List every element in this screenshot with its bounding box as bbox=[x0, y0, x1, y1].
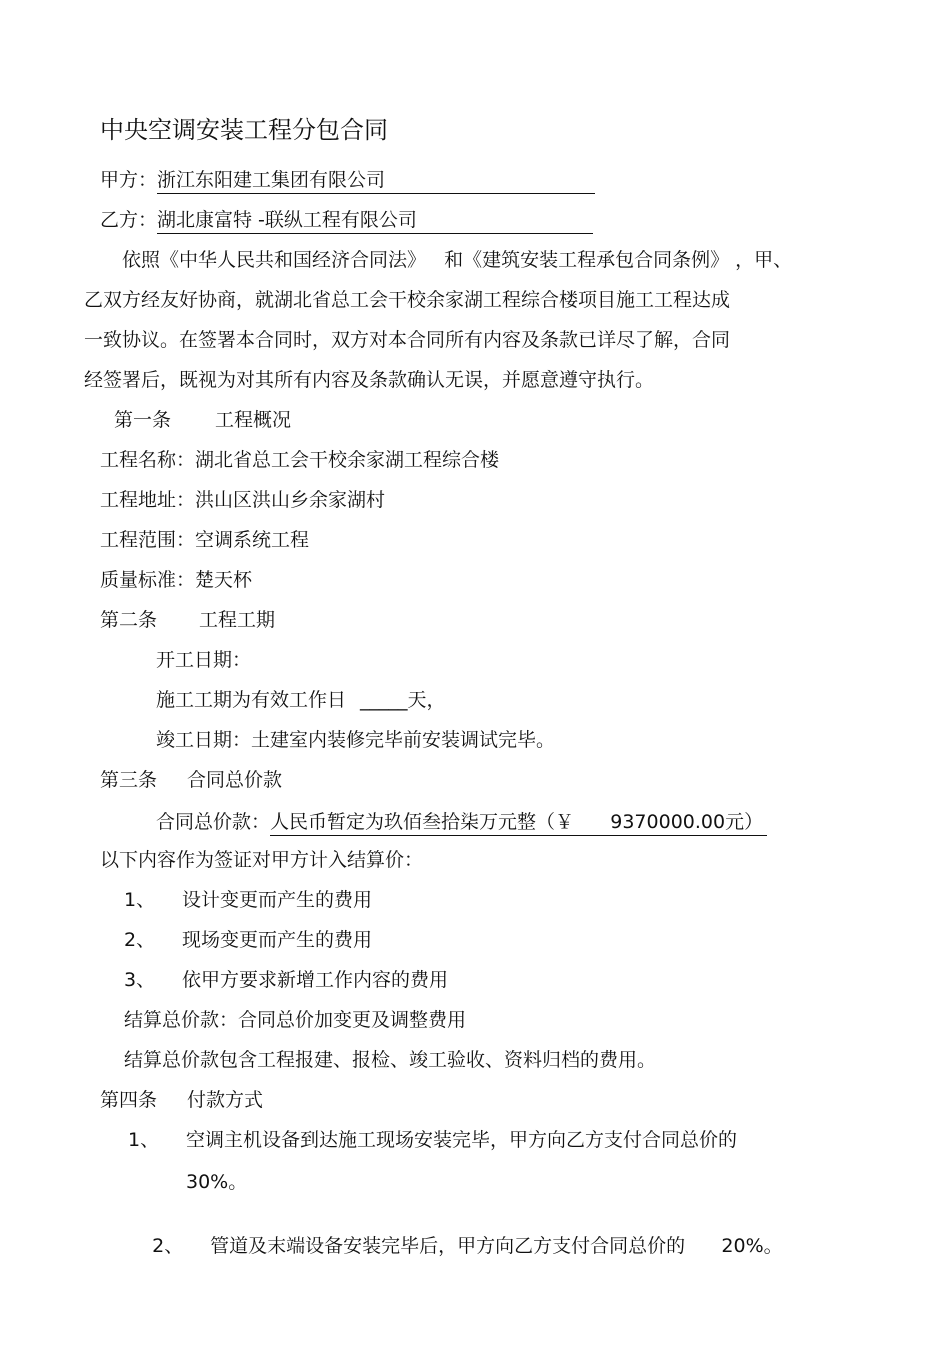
article-1-heading bbox=[114, 408, 291, 432]
contract-price-value: 人民币暂定为玖佰叁拾柒万元整（￥ 9370000.00元） bbox=[270, 810, 767, 836]
payment-item-number: 1、 bbox=[128, 1129, 160, 1151]
start-date: 开工日期： bbox=[156, 649, 252, 671]
duration-blank: _____ bbox=[360, 689, 408, 711]
article-4-number: 第四条 bbox=[100, 1089, 158, 1111]
settlement-intro: 以下内容作为签证对甲方计入结算价： bbox=[100, 849, 424, 871]
article-3-number: 第三条 bbox=[100, 769, 158, 791]
settlement-item-number: 1、 bbox=[124, 889, 156, 911]
project-scope: 工程范围：空调系统工程 bbox=[100, 529, 310, 551]
article-3-title: 合同总价款 bbox=[187, 769, 283, 791]
article-2-number: 第二条 bbox=[100, 609, 158, 631]
settlement-item-text: 现场变更而产生的费用 bbox=[182, 929, 373, 951]
party-b-name: 湖北康富特 -联纵工程有限公司 bbox=[157, 208, 593, 234]
article-3-heading bbox=[100, 768, 282, 792]
settlement-item-text: 设计变更而产生的费用 bbox=[182, 889, 373, 911]
intro-line-2: 乙双方经友好协商，就湖北省总工会干校余家湖工程综合楼项目施工工程达成 bbox=[84, 289, 731, 311]
article-2-heading bbox=[100, 608, 275, 632]
settlement-total: 结算总价款：合同总价加变更及调整费用 bbox=[124, 1009, 467, 1031]
document-title: 中央空调安装工程分包合同 bbox=[100, 116, 388, 144]
article-2-title: 工程工期 bbox=[199, 609, 276, 631]
article-1-number: 第一条 bbox=[114, 409, 172, 431]
intro-line-4: 经签署后，既视为对其所有内容及条款确认无误，并愿意遵守执行。 bbox=[84, 369, 655, 391]
settlement-item-number: 2、 bbox=[124, 929, 156, 951]
project-address: 工程地址：洪山区洪山乡余家湖村 bbox=[100, 489, 386, 511]
payment-item bbox=[128, 1210, 783, 1282]
intro-line-3: 一致协议。在签署本合同时，双方对本合同所有内容及条款已详尽了解，合同 bbox=[84, 329, 731, 351]
article-4-heading bbox=[100, 1088, 263, 1112]
payment-item bbox=[128, 1128, 737, 1152]
article-4-title: 付款方式 bbox=[187, 1089, 264, 1111]
settlement-item bbox=[124, 968, 448, 992]
quality-standard: 质量标准：楚天杯 bbox=[100, 569, 253, 591]
settlement-scope: 结算总价款包含工程报建、报检、竣工验收、资料归档的费用。 bbox=[124, 1049, 657, 1071]
party-a-label: 甲方： bbox=[100, 169, 158, 191]
party-b-label: 乙方： bbox=[100, 209, 158, 231]
party-b-line bbox=[100, 208, 593, 234]
duration-unit: 天， bbox=[407, 689, 446, 711]
contract-price-line bbox=[156, 810, 767, 836]
payment-item-text: 空调主机设备到达施工现场安装完毕，甲方向乙方支付合同总价的 bbox=[186, 1129, 738, 1151]
settlement-item bbox=[124, 888, 372, 912]
settlement-item-text: 依甲方要求新增工作内容的费用 bbox=[182, 969, 449, 991]
party-a-line bbox=[100, 168, 595, 194]
duration-label: 施工工期为有效工作日 bbox=[156, 689, 347, 711]
duration-line bbox=[156, 688, 446, 712]
settlement-item bbox=[124, 928, 372, 952]
party-a-name: 浙江东阳建工集团有限公司 bbox=[157, 168, 595, 194]
payment-item-continuation: 30%。 bbox=[186, 1171, 248, 1193]
article-1-title: 工程概况 bbox=[215, 409, 292, 431]
payment-item-number: 2、 bbox=[152, 1235, 184, 1257]
project-name: 工程名称：湖北省总工会干校余家湖工程综合楼 bbox=[100, 449, 500, 471]
settlement-item-number: 3、 bbox=[124, 969, 156, 991]
completion-date: 竣工日期：土建室内装修完毕前安装调试完毕。 bbox=[156, 729, 556, 751]
payment-item-text: 管道及末端设备安装完毕后，甲方向乙方支付合同总价的 20%。 bbox=[210, 1235, 783, 1257]
intro-line-1: 依照《中华人民共和国经济合同法》 和《建筑安装工程承包合同条例》 ，甲、 bbox=[122, 249, 793, 271]
contract-price-label: 合同总价款： bbox=[156, 811, 271, 833]
